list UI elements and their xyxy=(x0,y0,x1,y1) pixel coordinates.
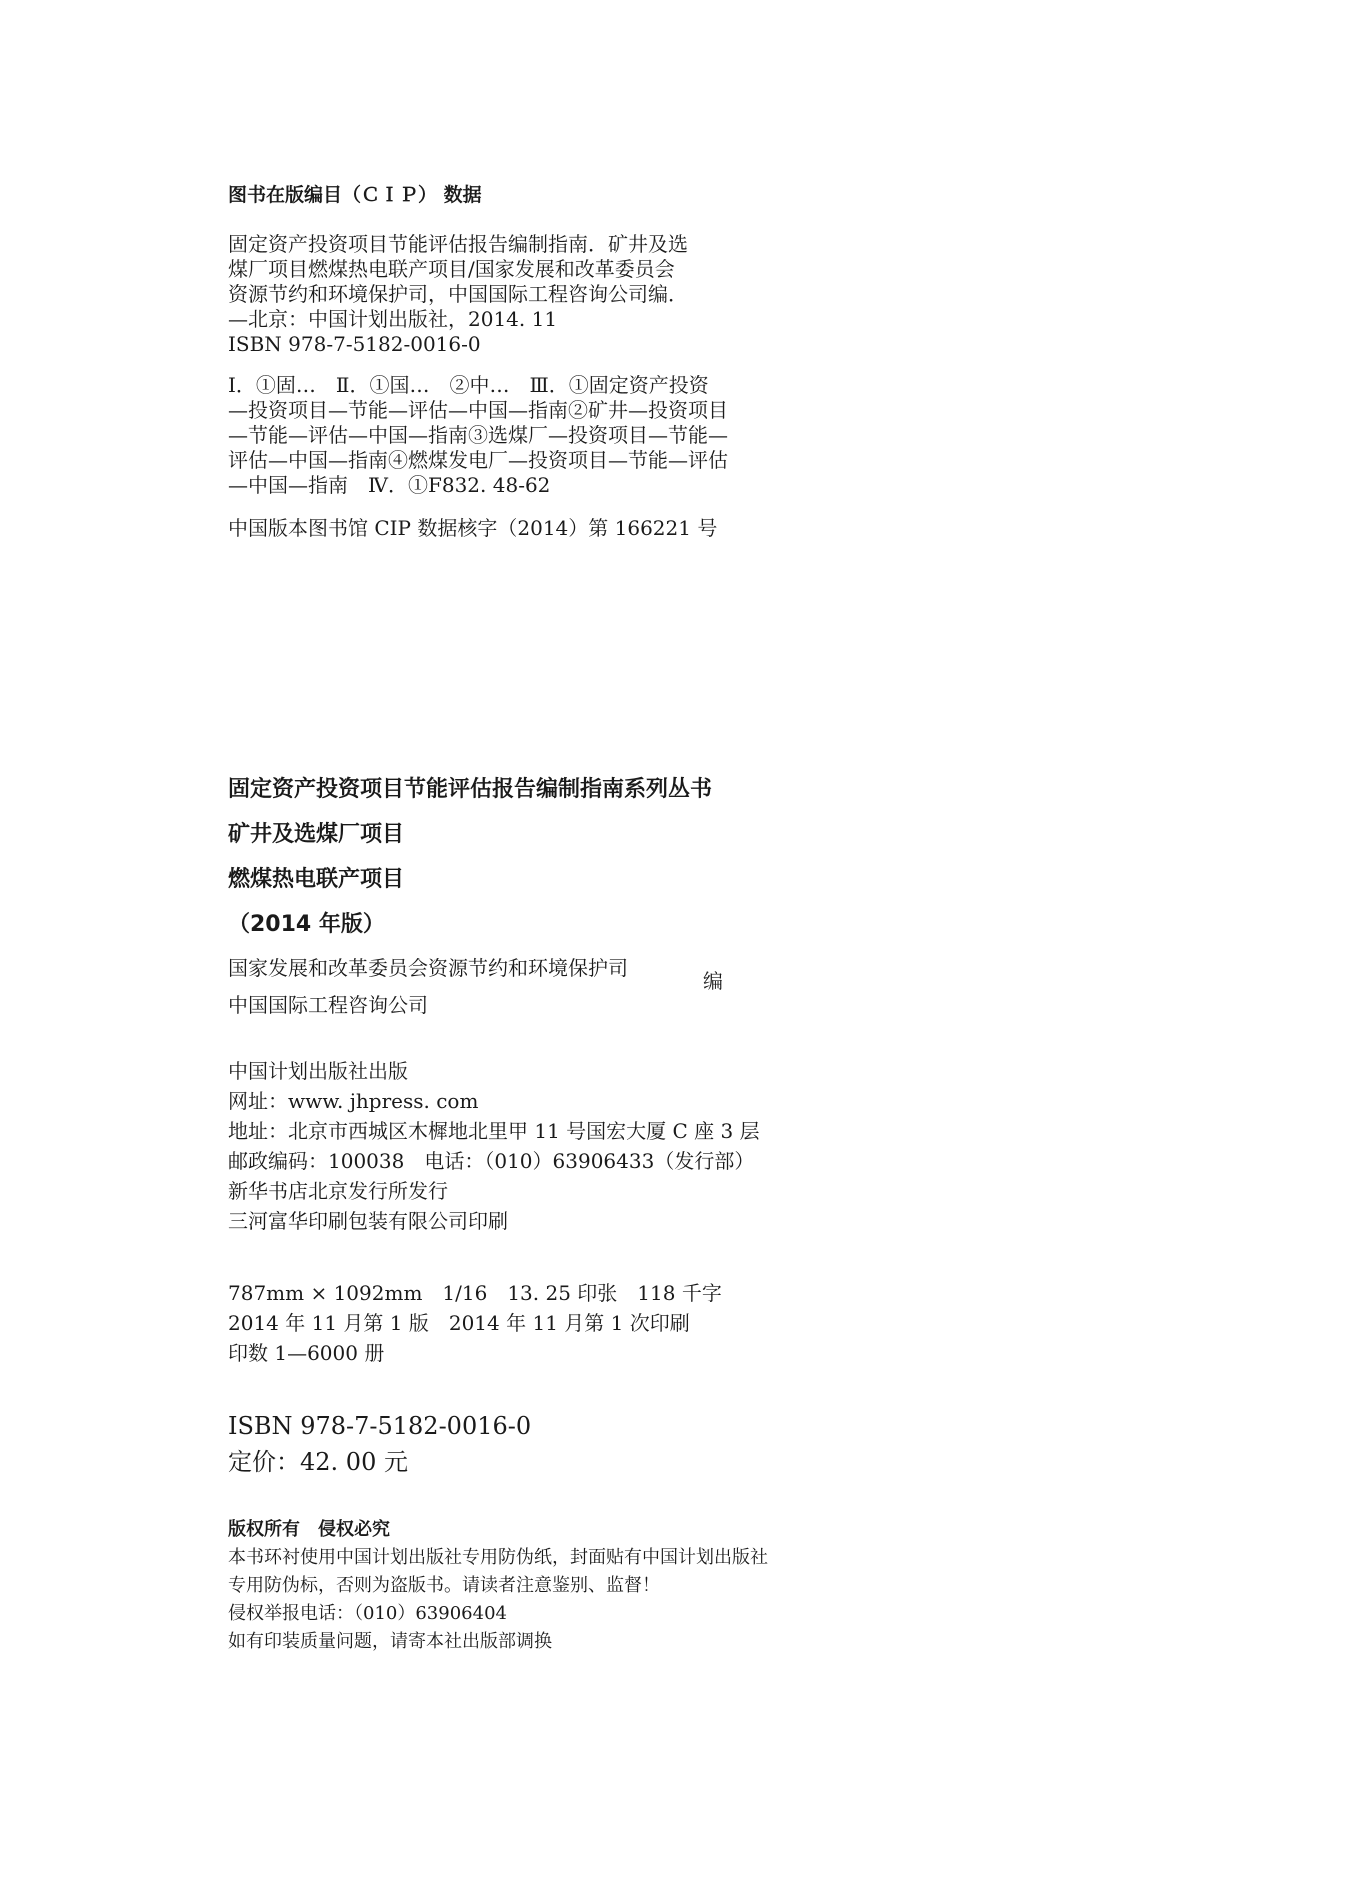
cip-classification-line: Ⅰ．①固… Ⅱ．①国… ②中… Ⅲ．①固定资产投资 xyxy=(228,373,709,397)
editor-mark: 编 xyxy=(703,969,723,993)
price: 定价：42. 00 元 xyxy=(228,1448,408,1476)
editor-2: 中国国际工程咨询公司 xyxy=(228,993,428,1017)
cip-record-line: 煤厂项目燃煤热电联产项目/国家发展和改革委员会 xyxy=(228,257,675,281)
cip-classification-line: 评估—中国—指南④燃煤发电厂—投资项目—节能—评估 xyxy=(228,448,728,472)
cip-classification-line: —投资项目—节能—评估—中国—指南②矿井—投资项目 xyxy=(228,398,728,422)
distributor: 新华书店北京发行所发行 xyxy=(228,1179,448,1203)
series-title: 固定资产投资项目节能评估报告编制指南系列丛书 xyxy=(228,777,713,802)
cip-record-line: —北京：中国计划出版社，2014. 11 xyxy=(228,307,558,331)
cip-record-line: ISBN 978-7-5182-0016-0 xyxy=(228,332,481,356)
copyright-line: 侵权举报电话：（010）63906404 xyxy=(228,1603,507,1624)
copyright-heading: 版权所有 侵权必究 xyxy=(228,1519,390,1540)
cip-heading: 图书在版编目（ＣＩＰ） 数据 xyxy=(228,184,482,206)
print-run: 印数 1—6000 册 xyxy=(228,1341,385,1365)
editor-1: 国家发展和改革委员会资源节约和环境保护司 xyxy=(228,956,628,980)
printer: 三河富华印刷包装有限公司印刷 xyxy=(228,1209,508,1233)
book-title-1: 矿井及选煤厂项目 xyxy=(228,822,405,847)
edition: （2014 年版） xyxy=(228,912,385,937)
edition-info: 2014 年 11 月第 1 版 2014 年 11 月第 1 次印刷 xyxy=(228,1311,690,1335)
book-title-2: 燃煤热电联产项目 xyxy=(228,867,405,892)
publisher-contact: 邮政编码：100038 电话：（010）63906433（发行部） xyxy=(228,1149,755,1173)
copyright-line: 专用防伪标，否则为盗版书。请读者注意鉴别、监督！ xyxy=(228,1575,660,1596)
cip-classification-line: —中国—指南 Ⅳ．①F832. 48-62 xyxy=(228,473,551,497)
cip-number: 中国版本图书馆 CIP 数据核字（2014）第 166221 号 xyxy=(228,516,718,540)
publisher-website: 网址：www. jhpress. com xyxy=(228,1089,479,1113)
cip-record-line: 资源节约和环境保护司，中国国际工程咨询公司编． xyxy=(228,282,688,306)
publisher-address: 地址：北京市西城区木樨地北里甲 11 号国宏大厦 C 座 3 层 xyxy=(228,1119,760,1143)
cip-record-line: 固定资产投资项目节能评估报告编制指南．矿井及选 xyxy=(228,232,688,256)
cip-classification-line: —节能—评估—中国—指南③选煤厂—投资项目—节能— xyxy=(228,423,728,447)
copyright-line: 本书环衬使用中国计划出版社专用防伪纸，封面贴有中国计划出版社 xyxy=(228,1547,768,1568)
publisher-line: 中国计划出版社出版 xyxy=(228,1059,408,1083)
format-specs: 787mm × 1092mm 1/16 13. 25 印张 118 千字 xyxy=(228,1281,722,1305)
isbn: ISBN 978-7-5182-0016-0 xyxy=(228,1412,532,1440)
copyright-line: 如有印装质量问题，请寄本社出版部调换 xyxy=(228,1631,552,1652)
